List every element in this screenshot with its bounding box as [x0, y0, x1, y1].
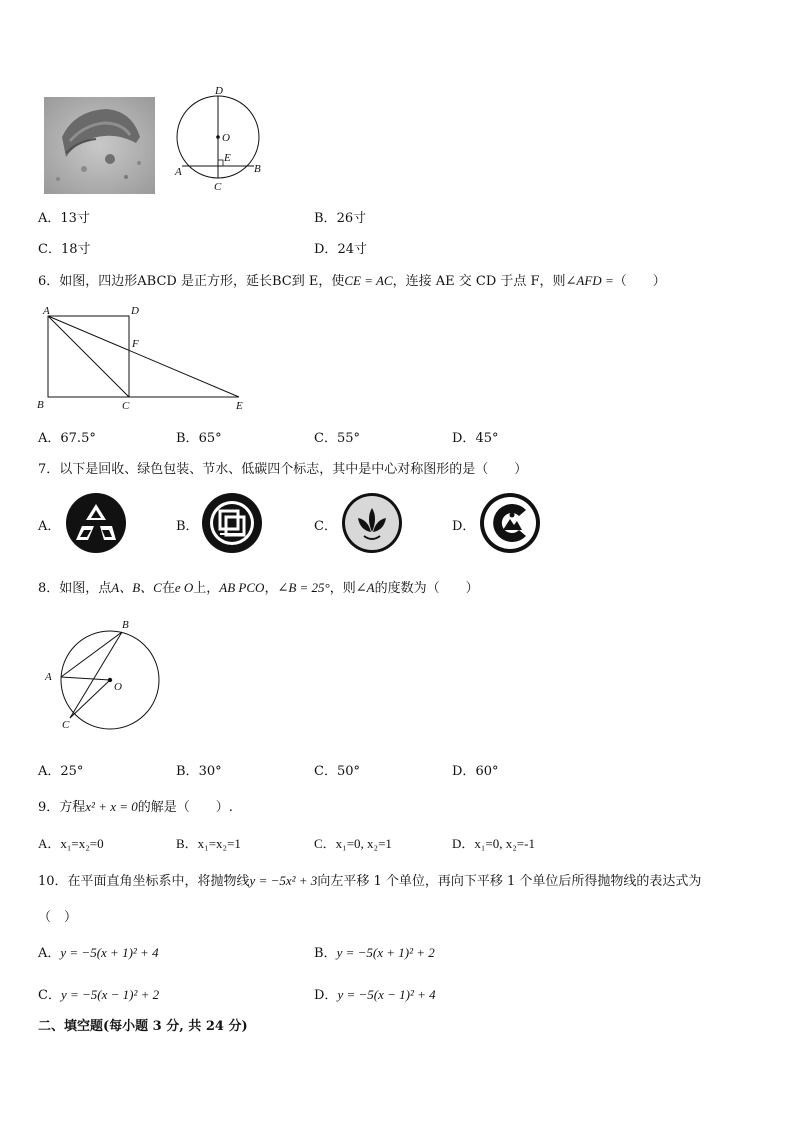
- q9-option-b: B．x₁=x₂=1: [176, 836, 241, 851]
- section-2-title: 二、填空题(每小题 3 分, 共 24 分): [38, 1019, 248, 1034]
- q8-option-c: C．50°: [314, 764, 360, 779]
- label-E: E: [224, 152, 231, 164]
- label-B: B: [254, 163, 261, 175]
- q10-option-d: D．y = −5(x − 1)² + 4: [314, 987, 436, 1003]
- circle-inscribed-figure: [40, 614, 164, 732]
- q6-option-a: A．67.5°: [38, 431, 96, 446]
- q10-stem: 10．在平面直角坐标系中，将抛物线y = −5x² + 3向左平移 1 个单位，再向下平移 1 个单位后所得抛物线的表达式为: [38, 873, 702, 889]
- q7-option-c-letter: C．: [314, 519, 337, 534]
- q7-option-b-letter: B．: [176, 519, 199, 534]
- label-A: A: [45, 671, 52, 683]
- q9-option-d: D．x₁=0, x₂=-1: [452, 836, 535, 851]
- q5-option-c: C．18寸: [38, 242, 91, 257]
- q8-stem: 8．如图，点A、B、C在e O上，AB PCO，∠B = 25°，则∠A的度数为（ ）: [38, 580, 479, 596]
- q8-option-b: B．30°: [176, 764, 222, 779]
- q7-option-d-letter: D．: [452, 519, 476, 534]
- square-triangle-figure: [34, 302, 254, 414]
- label-D: D: [131, 305, 139, 317]
- q10-stem-paren: （ ）: [38, 910, 78, 925]
- q7-option-a-letter: A．: [38, 519, 61, 534]
- stone-photo: [44, 97, 155, 194]
- label-F: F: [132, 338, 139, 350]
- q9-stem: 9．方程x² + x = 0的解是（ ）.: [38, 799, 233, 815]
- label-O: O: [222, 132, 230, 144]
- q5-option-a: A．13寸: [38, 211, 90, 226]
- label-B: B: [122, 619, 129, 631]
- label-C: C: [122, 400, 130, 412]
- label-D: D: [215, 85, 223, 97]
- label-O: O: [114, 681, 122, 693]
- q6-option-d: D．45°: [452, 431, 499, 446]
- q5-option-b: B．26寸: [314, 211, 367, 226]
- green-packaging-logo-icon: [200, 492, 264, 558]
- water-saving-logo-icon: [340, 492, 404, 558]
- label-B: B: [37, 399, 44, 411]
- q6-stem: 6．如图，四边形ABCD 是正方形，延长BC到 E，使CE = AC，连接 AE 交 CD 于点 F，则∠AFD =（ ）: [38, 273, 666, 289]
- q6-option-b: B．65°: [176, 431, 222, 446]
- q5-option-d: D．24寸: [314, 242, 367, 257]
- label-C: C: [214, 181, 222, 193]
- q8-option-d: D．60°: [452, 764, 499, 779]
- recycle-logo-icon: [64, 492, 128, 558]
- q9-option-c: C．x₁=0, x₂=1: [314, 836, 392, 851]
- q9-option-a: A．x₁=x₂=0: [38, 836, 104, 851]
- label-E: E: [236, 400, 243, 412]
- q8-option-a: A．25°: [38, 764, 84, 779]
- q10-option-b: B．y = −5(x + 1)² + 2: [314, 945, 435, 961]
- label-A: A: [43, 305, 50, 317]
- circle-chord-figure: [172, 84, 268, 194]
- label-C: C: [62, 719, 70, 731]
- q10-option-c: C．y = −5(x − 1)² + 2: [38, 987, 160, 1003]
- q10-option-a: A．y = −5(x + 1)² + 4: [38, 945, 159, 961]
- label-A: A: [175, 166, 182, 178]
- q6-option-c: C．55°: [314, 431, 360, 446]
- q7-stem: 7．以下是回收、绿色包装、节水、低碳四个标志，其中是中心对称图形的是（ ）: [38, 462, 528, 477]
- low-carbon-logo-icon: [478, 492, 542, 558]
